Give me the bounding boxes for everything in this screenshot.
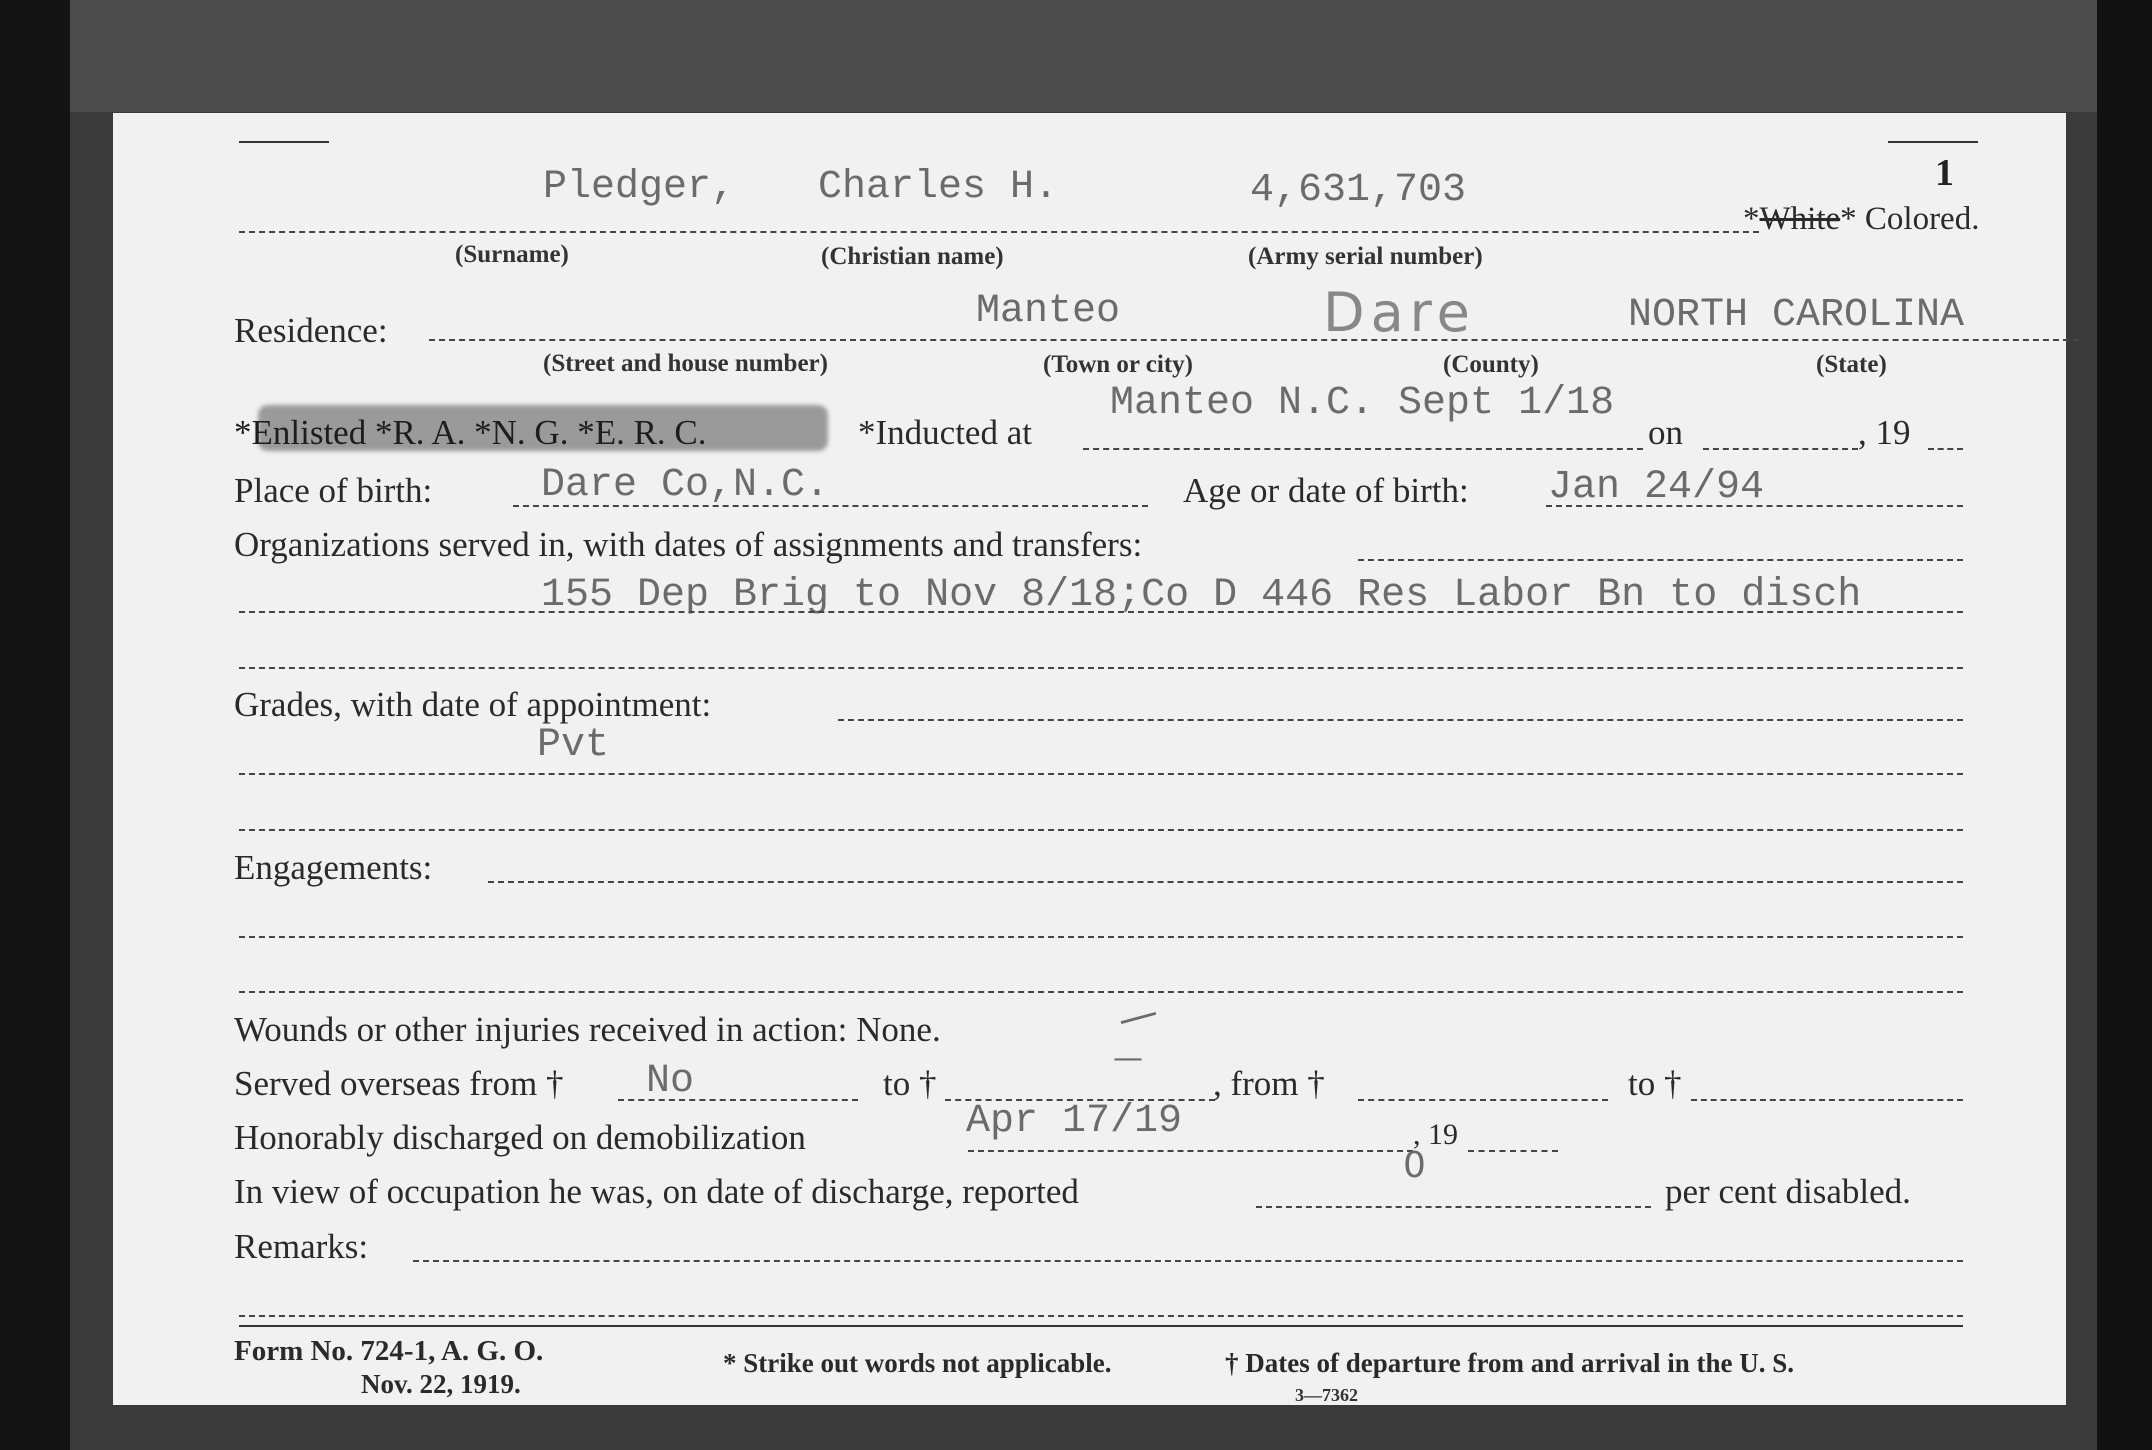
header-line [239, 231, 1759, 233]
inducted-year-label: , 19 [1858, 413, 1911, 452]
grades-line-1 [838, 719, 1963, 721]
footer-strike-note: * Strike out words not applicable. [723, 1348, 1112, 1378]
grades-label: Grades, with date of appointment: [234, 685, 712, 724]
town-caption: (Town or city) [1043, 351, 1193, 378]
scan-top-background [70, 0, 2097, 112]
inducted-label: *Inducted at [858, 413, 1032, 452]
scan-left-edge [0, 0, 70, 1450]
disability-line [1256, 1206, 1651, 1208]
top-left-rule [239, 141, 329, 143]
inducted-on-line [1703, 448, 1858, 450]
discharge-value: Apr 17/19 [966, 1099, 1183, 1144]
overseas-to-value: — [1113, 1041, 1143, 1076]
card-number: 1 [1935, 152, 1954, 194]
race-white-struck: White [1759, 201, 1841, 237]
county-caption: (County) [1443, 351, 1539, 378]
top-right-rule [1888, 141, 1978, 143]
overseas-from-label: Served overseas from † [234, 1064, 564, 1103]
remarks-label: Remarks: [234, 1227, 369, 1266]
street-caption: (Street and house number) [543, 350, 828, 377]
residence-label: Residence: [234, 311, 388, 350]
inducted-year-line [1928, 448, 1963, 450]
engagements-label: Engagements: [234, 848, 433, 887]
christian-name-caption: (Christian name) [821, 243, 1004, 270]
organizations-line-3 [239, 667, 1963, 669]
form-date: Nov. 22, 1919. [361, 1369, 521, 1399]
engagements-line-1 [488, 881, 1963, 883]
inducted-on-label: on [1648, 413, 1683, 452]
grades-line-3 [239, 829, 1963, 831]
disability-label: In view of occupation he was, on date of discharge, reported [234, 1172, 1079, 1211]
grades-value: Pvt [537, 723, 610, 768]
discharge-year-label: , 19 [1413, 1118, 1458, 1151]
race-field [1743, 201, 1979, 238]
residence-county-value: Dare [1323, 281, 1476, 344]
disability-value: 0 [1403, 1145, 1426, 1186]
surname-caption: (Surname) [455, 241, 569, 268]
place-of-birth-value: Dare Co,N.C. [541, 463, 830, 508]
remarks-line-2 [239, 1315, 1963, 1317]
residence-line [429, 339, 2079, 341]
residence-town-value: Manteo [976, 289, 1121, 334]
serial-number-caption: (Army serial number) [1248, 243, 1483, 270]
footer-dates-note: † Dates of departure from and arrival in the U. S. [1225, 1348, 1794, 1378]
place-of-birth-label: Place of birth: [234, 471, 433, 510]
discharge-line [968, 1150, 1413, 1152]
wounds-mark: — [1112, 988, 1164, 1044]
engagements-line-2 [239, 936, 1963, 938]
age-value: Jan 24/94 [1548, 465, 1765, 510]
footer-rule [239, 1325, 1963, 1327]
organizations-line-2 [239, 611, 1963, 613]
remarks-line-1 [413, 1260, 1963, 1262]
race-colored: * Colored. [1840, 201, 1980, 237]
organizations-line-1 [1358, 559, 1963, 561]
engagements-line-3 [239, 991, 1963, 993]
age-label: Age or date of birth: [1183, 471, 1469, 510]
overseas-from-value: No [646, 1059, 695, 1104]
surname-value: Pledger, [543, 165, 736, 210]
disability-suffix: per cent disabled. [1665, 1172, 1911, 1211]
wounds-label: Wounds or other injuries received in action: None. [234, 1010, 941, 1049]
inducted-value: Manteo N.C. Sept 1/18 [1110, 381, 1615, 426]
discharge-label: Honorably discharged on demobilization [234, 1118, 806, 1157]
christian-name-value: Charles H. [818, 165, 1059, 210]
scan-right-edge [2097, 0, 2152, 1450]
state-caption: (State) [1816, 351, 1887, 378]
place-of-birth-line [513, 505, 1148, 507]
overseas-from2-label: , from † [1213, 1064, 1325, 1103]
serial-number-value: 4,631,703 [1250, 168, 1467, 213]
enlisted-options: *Enlisted *R. A. *N. G. *E. R. C. [234, 413, 707, 452]
residence-state-value: NORTH CAROLINA [1628, 293, 1965, 338]
print-code: 3—7362 [1295, 1385, 1358, 1405]
age-line [1546, 505, 1963, 507]
inducted-line [1083, 448, 1643, 450]
overseas-from2-line [1358, 1099, 1608, 1101]
overseas-to-label: to † [883, 1064, 937, 1103]
organizations-value: 155 Dep Brig to Nov 8/18;Co D 446 Res Labor Bn to disch [541, 573, 1862, 618]
form-number: Form No. 724-1, A. G. O. [234, 1335, 544, 1367]
grades-line-2 [239, 773, 1963, 775]
overseas-to2-label: to † [1628, 1064, 1682, 1103]
overseas-from-line [618, 1099, 858, 1101]
race-prefix: * [1743, 201, 1760, 237]
organizations-label: Organizations served in, with dates of assignments and transfers: [234, 525, 1143, 564]
discharge-year-line [1468, 1150, 1558, 1152]
overseas-to2-line [1691, 1099, 1963, 1101]
service-record-card [113, 113, 2066, 1405]
